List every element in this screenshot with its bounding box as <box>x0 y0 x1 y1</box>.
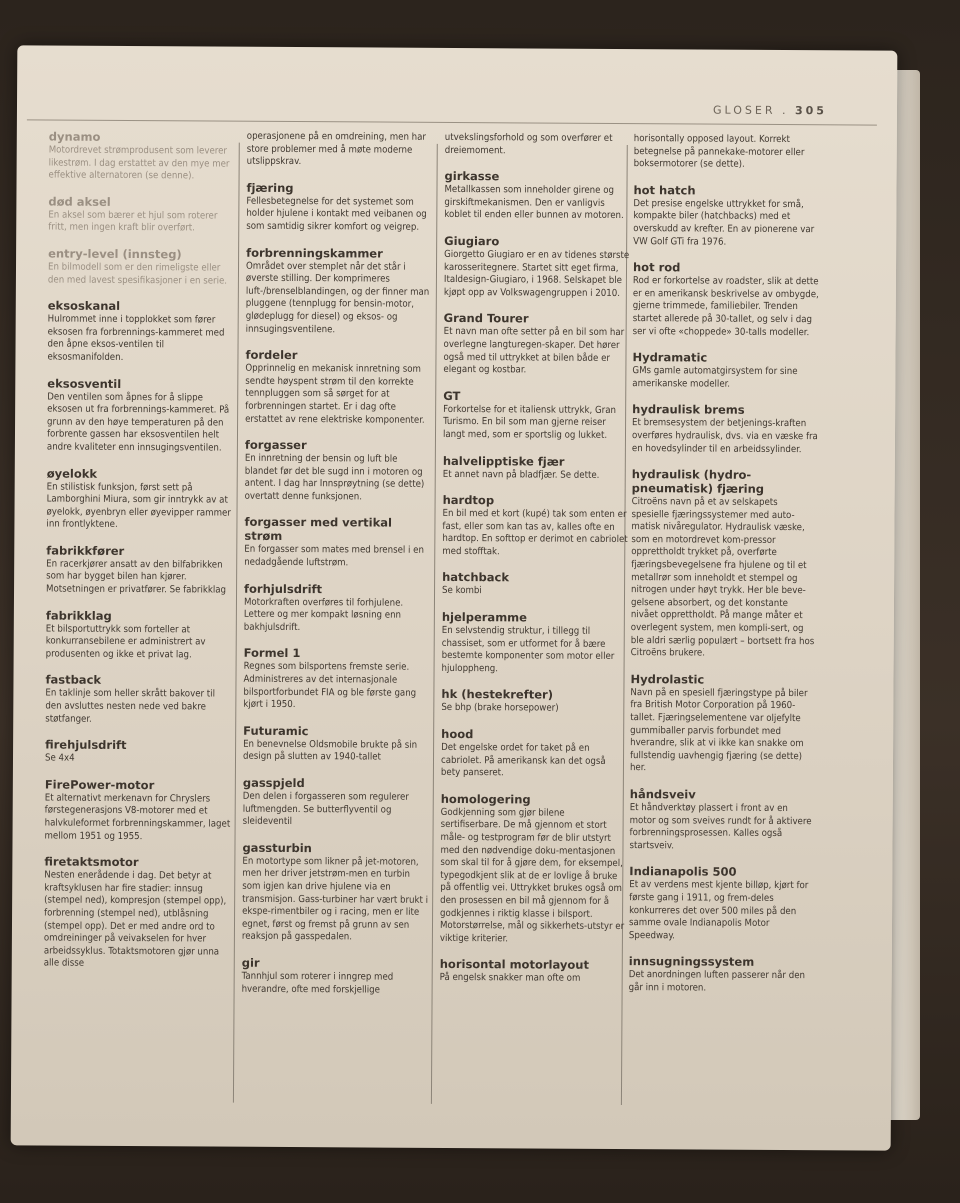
glossary-entry <box>441 687 627 716</box>
glossary-entry <box>45 738 231 767</box>
glossary-entry <box>630 672 817 776</box>
glossary-entry <box>46 543 232 597</box>
glossary-definition: Metallkassen som inneholder girene og girskiftmekanismen. Den er vanligvis koblet til enden eller bunnen av motoren. <box>444 184 624 222</box>
glossary-definition: Forkortelse for et italiensk uttrykk, Gran Turismo. En bil som man gjerne reiser langt med, som er sportslig og lukket. <box>442 403 617 441</box>
glossary-definition: En forgasser som mates med brensel i en nedadgående luftstrøm. <box>244 544 425 569</box>
glossary-term: firetaktsmotor <box>44 854 139 870</box>
glossary-entry <box>244 515 430 570</box>
glossary-term: halvelipptiske fjær <box>442 453 565 469</box>
glossary-definition: Den delen i forgasseren som regulerer luftmengden. Se butterflyventil og sleideventil <box>242 790 409 828</box>
glossary-term: fastback <box>45 672 102 688</box>
glossary-entry <box>46 608 232 662</box>
glossary-definition: Giorgetto Giugiaro er en av tidenes største karosseritegnere. Startet sitt eget firma, Italdesign-Giugiaro, i 1968. Selskapet ble kjøpt opp av Volkswagengruppen i 2010. <box>443 248 630 299</box>
glossary-definition: Se bhp (brake horsepower) <box>441 702 559 715</box>
glossary-definition: Motordrevet strømprodusent som leverer likestrøm. I dag erstattet av den mye mer effektive alternatoren (se denne). <box>48 144 230 182</box>
running-header: GLOSER . 305 <box>712 103 828 118</box>
glossary-definition: Se 4x4 <box>44 752 75 764</box>
glossary-definition: På engelsk snakker man ofte om <box>439 972 581 985</box>
glossary-term: forhjulsdrift <box>244 581 323 596</box>
glossary-entry <box>245 438 431 505</box>
page-number: 305 <box>794 104 828 118</box>
glossary-definition: Citroëns navn på et av selskapets spesielle fjæringssystemer med auto-matisk nivåregulator. Hydraulisk væske, som en motordrevet kom-pressor opprettholdt trykket på, overførte fjæringsbevegelsene fra hjulene og til et metallrør som inneholdt et stempel og nitrogen under høyt trykk. Her ble beve-gelsene absorbert, og det konstante nivået opprettholdt. På mange måter et overlegent system, men kompli-sert, og ble aldri særlig populært – bortsett fra hos Citroëns brukere. <box>630 496 815 659</box>
glossary-entry <box>632 350 818 391</box>
glossary-entry <box>444 169 630 223</box>
glossary-term: hk (hestekrefter) <box>441 687 554 703</box>
header-rule <box>27 119 877 125</box>
glossary-definition: Rod er forkortelse av roadster, slik at dette er en amerikansk beskrivelse av ombygde, gjerne trimmede, familiebiler. Trenden startet allerede på 30-tallet, og selv i dag ser vi ofte «choppede» 30-talls modeller. <box>632 275 819 338</box>
glossary-definition: Nesten enerådende i dag. Det betyr at kraftsyklusen har fire stadier: innsug (stempel ned), kompresjon (stempel opp), forbrenning (stempel ned), utblåsning (stempel opp). Det er med andre ord to omdreininger på veivakselen for hver arbeidssyklus. Totaktsmotoren gjør unna alle disse <box>43 869 227 970</box>
continued-definition: utvekslingsforhold og som overfører et dreiemoment. <box>444 131 613 156</box>
glossary-entry <box>47 299 233 366</box>
glossary-entry <box>632 402 818 456</box>
glossary-entry <box>629 864 815 943</box>
glossary-term: entry-level (innsteg) <box>48 246 182 262</box>
glossary-entry <box>44 777 230 844</box>
glossary-entry <box>633 183 819 250</box>
glossary-term: eksosventil <box>47 376 122 391</box>
section-title: GLOSER <box>712 103 776 117</box>
glossary-term: FirePower-motor <box>44 777 155 792</box>
glossary-term: Grand Tourer <box>443 311 529 326</box>
glossary-definition: Et navn man ofte setter på en bil som har overlegne langturegen-skaper. Det hører også med til uttrykket at bilen både er elegant og kostbar. <box>443 326 625 376</box>
glossary-entry <box>47 376 233 455</box>
glossary-term: Futuramic <box>243 723 309 738</box>
glossary-entry <box>631 467 818 661</box>
glossary-entry <box>245 348 431 427</box>
glossary-entry <box>444 234 630 301</box>
glossary-definition: Fellesbetegnelse for det systemet som holder hjulene i kontakt med veibanen og som samtidig sikrer komfort og veigrep. <box>246 195 427 233</box>
glossary-entry <box>633 260 819 339</box>
book-page <box>11 45 898 1150</box>
glossary-term: hardtop <box>442 493 495 508</box>
glossary-entry <box>443 389 629 443</box>
glossary-term: Hydrolastic <box>630 671 705 687</box>
glossary-term: forgasser med vertikal strøm <box>244 515 393 544</box>
glossary-term: hjelperamme <box>441 609 528 625</box>
column-divider <box>233 143 240 1103</box>
glossary-term: Giugiaro <box>444 233 500 249</box>
glossary-definition: En taklinje som heller skrått bakover til den avsluttes nesten nede ved bakre støtfanger. <box>45 687 216 725</box>
glossary-term: gassturbin <box>242 840 312 855</box>
glossary-definition: En stilistisk funksjon, først sett på Lamborghini Miura, som gir inntrykk av at øyelokk, øyenbryn eller øyevipper rammer inn frontlyktene. <box>46 481 231 531</box>
glossary-definition: GMs gamle automatgirsystem for sine amerikanske modeller. <box>632 365 798 390</box>
glossary-definition: Hulrommet inne i topplokket som fører eksosen fra forbrennings-kammeret med den åpne eksos-ventilen til eksosmanifolden. <box>47 313 225 363</box>
glossary-definition: Et håndverktøy plassert i front av en motor og som sveives rundt for å aktivere forbrenningsprosessen. Kalles også startsveiv. <box>629 802 812 852</box>
glossary-definition: En innretning der bensin og luft ble blandet før det ble sugd inn i motoren og antent. I dag har Innsprøytning (se dette) overtatt denne funksjonen. <box>244 452 425 503</box>
glossary-term: GT <box>443 388 461 403</box>
glossary-definition: En motortype som likner på jet-motoren, men her driver jetstrøm-men en turbin som igjen kan drive hjulene via en transmisjon. Gass-turbiner har vært brukt i ekspe-rimentbiler og i racing, men er lite egnet, først og fremst på grunn av sen reaksjon på gasspedalen. <box>241 855 429 943</box>
glossary-entry <box>243 724 429 765</box>
glossary-definition: Opprinnelig en mekanisk innretning som sendte høyspent strøm til den korrekte tennpluggen som så sørget for at forbrenningen startet. Er i dag ofte erstattet av rene elektriske komponenter. <box>245 362 425 426</box>
glossary-term: gasspjeld <box>242 775 305 791</box>
glossary-definition: Et annet navn på bladfjær. Se dette. <box>442 468 600 481</box>
glossary-column-2 <box>241 131 432 1009</box>
glossary-term: hatchback <box>442 570 510 585</box>
glossary-definition: Motorkraften overføres til forhjulene. Lettere og mer kompakt løsning enn bakhjulsdrift. <box>243 596 404 633</box>
glossary-term: forgasser <box>244 437 307 453</box>
glossary-definition: Den ventilen som åpnes for å slippe eksosen ut fra forbrennings-kammeret. På grunn av den høye temperaturen på den forbrente gassen har eksosventilen helt andre kvaliteter enn innsugingsventilen. <box>46 391 230 454</box>
glossary-definition: En bil med et kort (kupé) tak som enten er fast, eller som kan tas av, kalles ofte en hardtop. En softtop er derimot en cabriolet med stofftak. <box>442 508 628 558</box>
glossary-definition: Et bremsesystem der betjenings-kraften overføres hydraulisk, dvs. via en væske fra en hovedsylinder til en arbeidssylinder. <box>631 417 818 455</box>
glossary-definition: En selvstendig struktur, i tillegg til chassiset, som er utformet for å bære bestemte komponenter som motor eller hjuloppheng. <box>441 624 615 675</box>
glossary-entry <box>443 453 629 482</box>
glossary-term: forbrenningskammer <box>246 245 383 261</box>
glossary-entry <box>442 493 628 560</box>
glossary-term: fabrikkfører <box>46 543 125 558</box>
glossary-entry <box>246 245 433 337</box>
glossary-entry <box>49 130 235 184</box>
glossary-entry <box>243 776 429 830</box>
glossary-term: hydraulisk brems <box>632 402 745 418</box>
glossary-entry <box>242 956 428 997</box>
glossary-term: øyelokk <box>46 466 98 481</box>
glossary-term: gir <box>241 955 260 970</box>
glossary-term: hydraulisk (hydro-pneumatisk) fjæring <box>631 467 765 496</box>
continued-definition: horisontally opposed layout. Korrekt betegnelse på pannekake-motorer eller boksermotorer (se dette). <box>633 133 805 170</box>
glossary-entry <box>442 570 628 599</box>
glossary-column-4 <box>629 133 820 1008</box>
glossary-term: håndsveiv <box>629 787 696 802</box>
glossary-definition: Regnes som bilsportens fremste serie. Administreres av det internasjonale bilsportforbundet FIA og ble første gang kjørt i 1950. <box>243 661 417 711</box>
glossary-entry <box>629 954 815 995</box>
glossary-definition: Et alternativt merkenavn for Chryslers førstegenerasjons V8-motorer med et halvkuleformet forbrenningskammer, laget mellom 1951 og 1955. <box>44 792 231 842</box>
glossary-column-3 <box>440 132 631 998</box>
glossary-term: firehjulsdrift <box>45 737 127 753</box>
glossary-term: Hydramatic <box>632 350 708 365</box>
glossary-definition: En aksel som bærer et hjul som roterer fritt, men ingen kraft blir overført. <box>48 209 218 234</box>
glossary-entry <box>443 311 629 378</box>
glossary-definition: En bilmodell som er den rimeligste eller den med lavest spesifikasjoner i en serie. <box>47 261 228 287</box>
glossary-term: Formel 1 <box>243 646 301 661</box>
glossary-definition: Området over stemplet når det står i øverste stilling. Der komprimeres luft-/brenselblandingen, og der finner man pluggene (tennplugg for bensin-motor, glødeplugg for diesel) og eksos- og innsugingsventilene. <box>245 260 430 335</box>
glossary-term: girkasse <box>444 169 500 184</box>
glossary-term: fjæring <box>246 180 294 195</box>
glossary-term: homologering <box>440 791 531 807</box>
glossary-term: horisontal motorlayout <box>439 957 590 973</box>
glossary-entry <box>48 194 234 235</box>
glossary-definition: Et bilsportuttrykk som forteller at konkurransebilene er administrert av produsenten og ikke et privat lag. <box>45 623 206 661</box>
glossary-entry <box>440 792 627 947</box>
glossary-definition: Se kombi <box>442 585 482 597</box>
glossary-definition: Et av verdens mest kjente billøp, kjørt for første gang i 1911, og frem-deles konkurreres det over 500 miles på den samme ovale Indianapolis Motor Speedway. <box>628 879 809 942</box>
glossary-term: fordeler <box>245 347 298 363</box>
glossary-entry <box>46 466 232 533</box>
glossary-entry <box>442 610 628 677</box>
glossary-column-1 <box>44 130 235 984</box>
glossary-entry <box>48 246 234 287</box>
glossary-definition: Det presise engelske uttrykket for små, kompakte biler (hatchbacks) med et overskudd av krefter. En av pionerene var VW Golf GTi fra 1976. <box>633 197 815 248</box>
glossary-entry <box>242 840 429 944</box>
glossary-term: eksoskanal <box>47 298 121 314</box>
glossary-entry <box>246 181 432 235</box>
continued-definition: operasjonene på en omdreining, men har store problemer med å møte moderne utslippskrav. <box>246 130 427 168</box>
glossary-term: Indianapolis 500 <box>629 864 737 880</box>
glossary-entry <box>45 673 231 727</box>
glossary-definition: Tannhjul som roterer i inngrep med hverandre, ofte med forskjellige <box>241 970 394 996</box>
glossary-entry <box>440 957 626 986</box>
glossary-definition: Navn på en spesiell fjæringstype på biler fra British Motor Corporation på 1960-tallet. Fjæringselementene var oljefylte gummiballer parvis forbundet med hverandre, slik at vi ikke kan snakke om fullstendig uavhengig fjæring (se dette) her. <box>629 686 808 774</box>
glossary-term: død aksel <box>48 194 111 209</box>
glossary-entry <box>243 646 429 713</box>
glossary-definition: En benevnelse Oldsmobile brukte på sin design på slutten av 1940-tallet <box>242 738 418 763</box>
glossary-term: innsugningssystem <box>628 954 755 970</box>
glossary-term: hood <box>441 726 474 742</box>
glossary-definition: Det engelske ordet for taket på en cabriolet. På amerikansk kan det også bety panseret. <box>440 741 606 779</box>
glossary-term: hot hatch <box>633 182 696 198</box>
glossary-term: hot rod <box>632 260 681 275</box>
glossary-term: dynamo <box>48 129 101 144</box>
glossary-definition: Det anordningen luften passerer når den går inn i motoren. <box>628 969 806 994</box>
column-divider <box>431 144 438 1104</box>
glossary-definition: En racerkjører ansatt av den bilfabrikken som har bygget bilen han kjører. Motsetningen er privatfører. Se fabrikklag <box>46 558 227 596</box>
glossary-term: fabrikklag <box>45 608 112 623</box>
glossary-entry <box>244 581 430 635</box>
glossary-entry <box>629 787 815 854</box>
glossary-entry <box>44 855 231 972</box>
glossary-entry <box>441 727 627 781</box>
glossary-definition: Godkjenning som gjør bilene sertifiserbare. De må gjennom et stort måle- og testprogram før de blir utstyrt med den nødvendige doku-mentasjonen som skal til for å gjøre dem, for eksempel, typegodkjent slik at de er lovlige å bruke på offentlig vei. Uttrykket brukes også om den prosessen en bil må gjennom for å godkjennes i riktig klasse i bilsport. Motorstørrelse, mål og sikkerhets-utstyr er viktige kriterier. <box>439 806 625 945</box>
